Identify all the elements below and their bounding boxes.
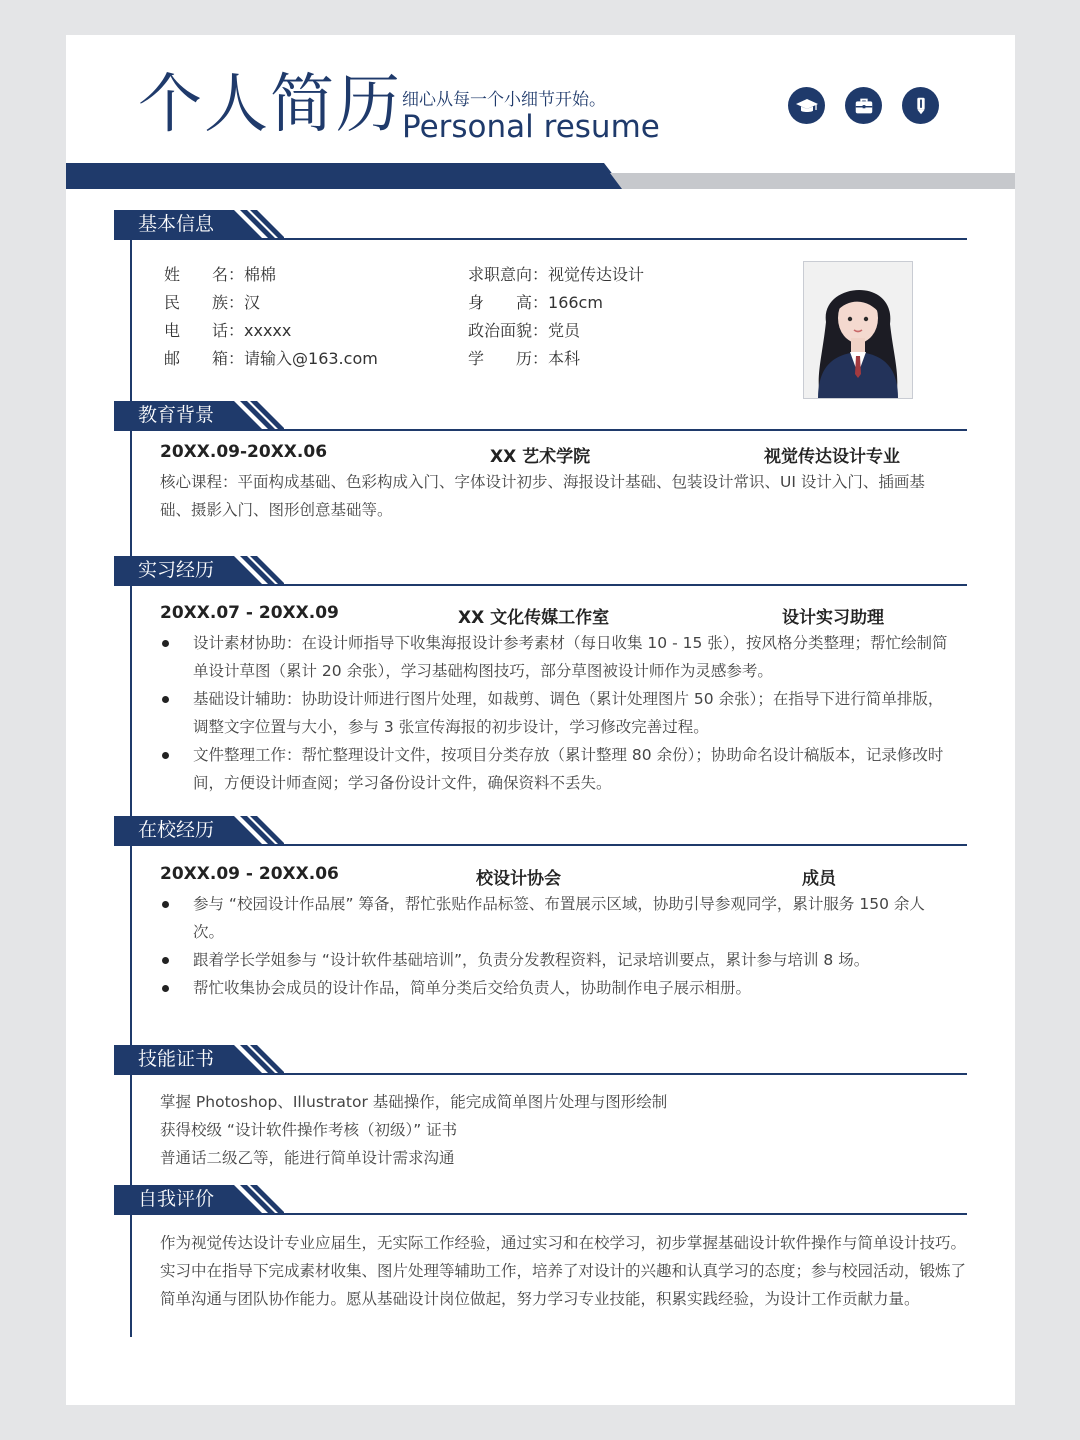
list-item: 参与 “校园设计作品展” 筹备，帮忙张贴作品标签、布置展示区域，协助引导参观同学，累计服务 150 余人次。 (160, 890, 952, 946)
list-item: 设计素材协助：在设计师指导下收集海报设计参考素材（每日收集 10 - 15 张），按风格分类整理；帮忙绘制简单设计草图（累计 20 余张），学习基础构图技巧，部分草图被设计师作为灵感参考。 (160, 629, 952, 685)
section-header-campus (114, 816, 967, 846)
section-header-education (114, 401, 967, 431)
info-email: 邮 箱：请输入@163.com (164, 349, 378, 368)
resume-title-en: Personal resume (402, 109, 660, 145)
section-title-education: 教育背景 (138, 404, 215, 426)
campus-period: 20XX.09 - 20XX.06 (160, 864, 339, 884)
campus-role: 成员 (802, 869, 836, 889)
campus-org: 校设计协会 (476, 869, 561, 889)
internship-row (160, 603, 920, 629)
skills-list (160, 1088, 667, 1172)
info-political-status: 政治面貌：党员 (468, 321, 581, 340)
header-band (66, 163, 1015, 191)
info-ethnicity: 民 族：汉 (164, 293, 261, 312)
internship-role: 设计实习助理 (782, 608, 884, 628)
internship-org: XX 文化传媒工作室 (458, 608, 610, 628)
slogan: 细心从每一个小细节开始。 (402, 90, 606, 110)
list-item: 帮忙收集协会成员的设计作品，简单分类后交给负责人，协助制作电子展示相册。 (160, 974, 952, 1002)
graduation-cap-icon (788, 87, 825, 124)
briefcase-icon (845, 87, 882, 124)
education-row (160, 442, 920, 468)
campus-list (160, 890, 952, 1002)
info-job-intention: 求职意向：视觉传达设计 (468, 265, 645, 284)
info-degree: 学 历：本科 (468, 349, 581, 368)
section-header-self (114, 1185, 967, 1215)
section-header-internship (114, 556, 967, 586)
section-title-campus: 在校经历 (138, 819, 215, 841)
list-item: 跟着学长学姐参与 “设计软件基础培训”，负责分发教程资料，记录培训要点，累计参与培训 8 场。 (160, 946, 952, 974)
section-header-skills (114, 1045, 967, 1075)
info-name: 姓 名：棉棉 (164, 265, 277, 284)
campus-row (160, 864, 920, 890)
education-courses: 核心课程：平面构成基础、色彩构成入门、字体设计初步、海报设计基础、包装设计常识、UI 设计入门、插画基础、摄影入门、图形创意基础等。 (160, 473, 925, 519)
education-school: XX 艺术学院 (490, 447, 591, 467)
list-item: 文件整理工作：帮忙整理设计文件，按项目分类存放（累计整理 80 余份）；协助命名设计稿版本，记录修改时间，方便设计师查阅；学习备份设计文件，确保资料不丢失。 (160, 741, 952, 797)
list-item: 获得校级 “设计软件操作考核（初级）” 证书 (160, 1121, 458, 1139)
basic-info-right (468, 261, 644, 373)
section-header-basic (114, 210, 967, 240)
profile-photo (803, 261, 913, 399)
internship-list (160, 629, 952, 797)
info-phone: 电 话：xxxxx (164, 321, 292, 340)
self-evaluation: 作为视觉传达设计专业应届生，无实际工作经验，通过实习和在校学习，初步掌握基础设计软件操作与简单设计技巧。实习中在指导下完成素材收集、图片处理等辅助工作，培养了对设计的兴趣和认真学习的态度；参与校园活动，锻炼了简单沟通与团队协作能力。愿从基础设计岗位做起，努力学习专业技能，积累实践经验，为设计工作贡献力量。 (160, 1234, 967, 1308)
resume-page (66, 35, 1015, 1405)
header-icons (788, 87, 939, 124)
section-title-self: 自我评价 (138, 1188, 215, 1210)
internship-period: 20XX.07 - 20XX.09 (160, 603, 339, 623)
list-item: 普通话二级乙等，能进行简单设计需求沟通 (160, 1149, 455, 1167)
education-period: 20XX.09-20XX.06 (160, 442, 328, 462)
resume-title-cn: 个人简历 (138, 68, 402, 142)
education-major: 视觉传达设计专业 (764, 447, 900, 467)
basic-info-left (164, 261, 378, 373)
list-item: 基础设计辅助：协助设计师进行图片处理，如裁剪、调色（累计处理图片 50 余张）；在指导下进行简单排版，调整文字位置与大小，参与 3 张宣传海报的初步设计，学习修改完善过程。 (160, 685, 952, 741)
pen-icon (902, 87, 939, 124)
section-title-basic: 基本信息 (138, 213, 215, 235)
section-title-skills: 技能证书 (138, 1048, 215, 1070)
info-height: 身 高：166cm (468, 293, 603, 312)
list-item: 掌握 Photoshop、Illustrator 基础操作，能完成简单图片处理与图形绘制 (160, 1093, 668, 1111)
section-title-internship: 实习经历 (138, 559, 215, 581)
